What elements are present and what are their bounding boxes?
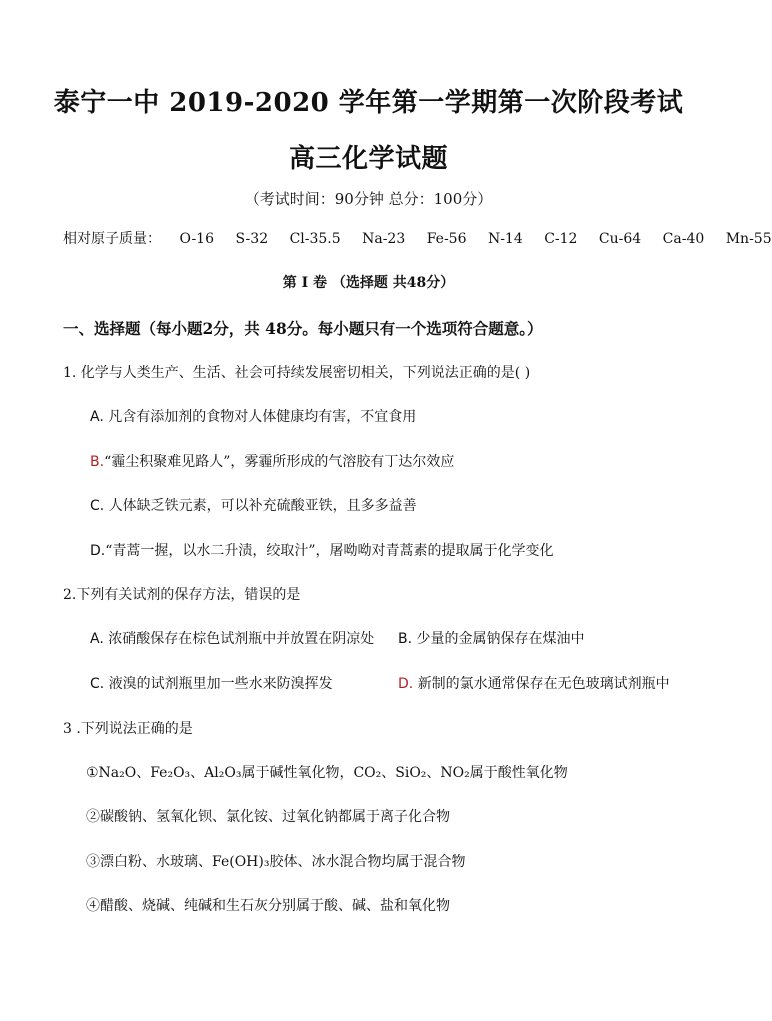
question-2-stem: 2.下列有关试剂的保存方法，错误的是	[63, 587, 301, 603]
question-3-statement-4: ④醋酸、烧碱、纯碱和生石灰分别属于酸、碱、盐和氧化物	[86, 898, 450, 914]
question-1-option-c	[90, 495, 417, 515]
option-text: “霾尘积聚难见路人”，雾霾所形成的气溶胶有丁达尔效应	[104, 454, 455, 470]
option-key: D.	[90, 543, 106, 559]
exam-subtitle: 高三化学试题	[288, 144, 448, 174]
option-text: 人体缺乏铁元素，可以补充硫酸亚铁，且多多益善	[108, 498, 417, 514]
question-3-statement-1: ①Na₂O、Fe₂O₃、Al₂O₃属于碱性氧化物，CO₂、SiO₂、NO₂属于酸性氧化物	[86, 765, 568, 781]
question-2-option-d	[398, 673, 670, 693]
option-text: 新制的氯水通常保存在无色玻璃试剂瓶中	[417, 676, 670, 692]
atomic-mass-item: O-16	[179, 231, 214, 247]
question-1-option-a	[90, 406, 416, 426]
question-3-statement-3: ③漂白粉、水玻璃、Fe(OH)₃胶体、冰水混合物均属于混合物	[86, 854, 466, 870]
option-text: 少量的金属钠保存在煤油中	[416, 631, 585, 647]
section-title: 第 I 卷 （选择题 共48分）	[282, 275, 455, 291]
option-text: 凡含有添加剂的食物对人体健康均有害，不宜食用	[108, 409, 417, 425]
question-2-option-b	[398, 628, 585, 648]
option-key: C.	[90, 498, 105, 514]
atomic-masses	[63, 228, 772, 248]
question-2-option-c	[90, 673, 333, 693]
question-1-option-b	[90, 451, 454, 471]
part-title: 一、选择题（每小题2分，共 48分。每小题只有一个选项符合题意。）	[63, 319, 543, 338]
atomic-mass-item: Fe-56	[426, 231, 467, 247]
atomic-mass-item: Ca-40	[662, 231, 705, 247]
exam-info: （考试时间：90分钟 总分：100分）	[244, 190, 493, 208]
question-1-stem: 1. 化学与人类生产、生活、社会可持续发展密切相关，下列说法正确的是( )	[63, 365, 531, 381]
option-text: 浓硝酸保存在棕色试剂瓶中并放置在阴凉处	[108, 631, 375, 647]
question-3-statement-2: ②碳酸钠、氢氧化钡、氯化铵、过氧化钠都属于离子化合物	[86, 809, 450, 825]
question-2-option-a	[90, 628, 374, 648]
atomic-mass-item: Na-23	[362, 231, 406, 247]
option-key: D.	[398, 676, 414, 692]
option-text: “青蒿一握，以水二升渍，绞取汁”，屠呦呦对青蒿素的提取属于化学变化	[105, 543, 554, 559]
option-key: B.	[398, 631, 413, 647]
option-key: A.	[90, 409, 104, 425]
option-key: A.	[90, 631, 104, 647]
atomic-mass-item: S-32	[235, 231, 269, 247]
atomic-mass-item: Cl-35.5	[289, 231, 341, 247]
atomic-masses-label: 相对原子质量：	[63, 231, 161, 247]
question-1-option-d	[90, 540, 554, 560]
atomic-mass-item: Cu-64	[598, 231, 642, 247]
option-key: C.	[90, 676, 105, 692]
atomic-mass-item: C-12	[544, 231, 578, 247]
exam-title: 泰宁一中 2019-2020 学年第一学期第一次阶段考试	[53, 88, 684, 118]
option-key: B.	[90, 454, 105, 470]
atomic-mass-item: N-14	[487, 231, 523, 247]
option-text: 液溴的试剂瓶里加一些水来防溴挥发	[108, 676, 333, 692]
atomic-mass-item: Mn-55	[725, 231, 772, 247]
question-3-stem: 3 .下列说法正确的是	[63, 721, 193, 737]
